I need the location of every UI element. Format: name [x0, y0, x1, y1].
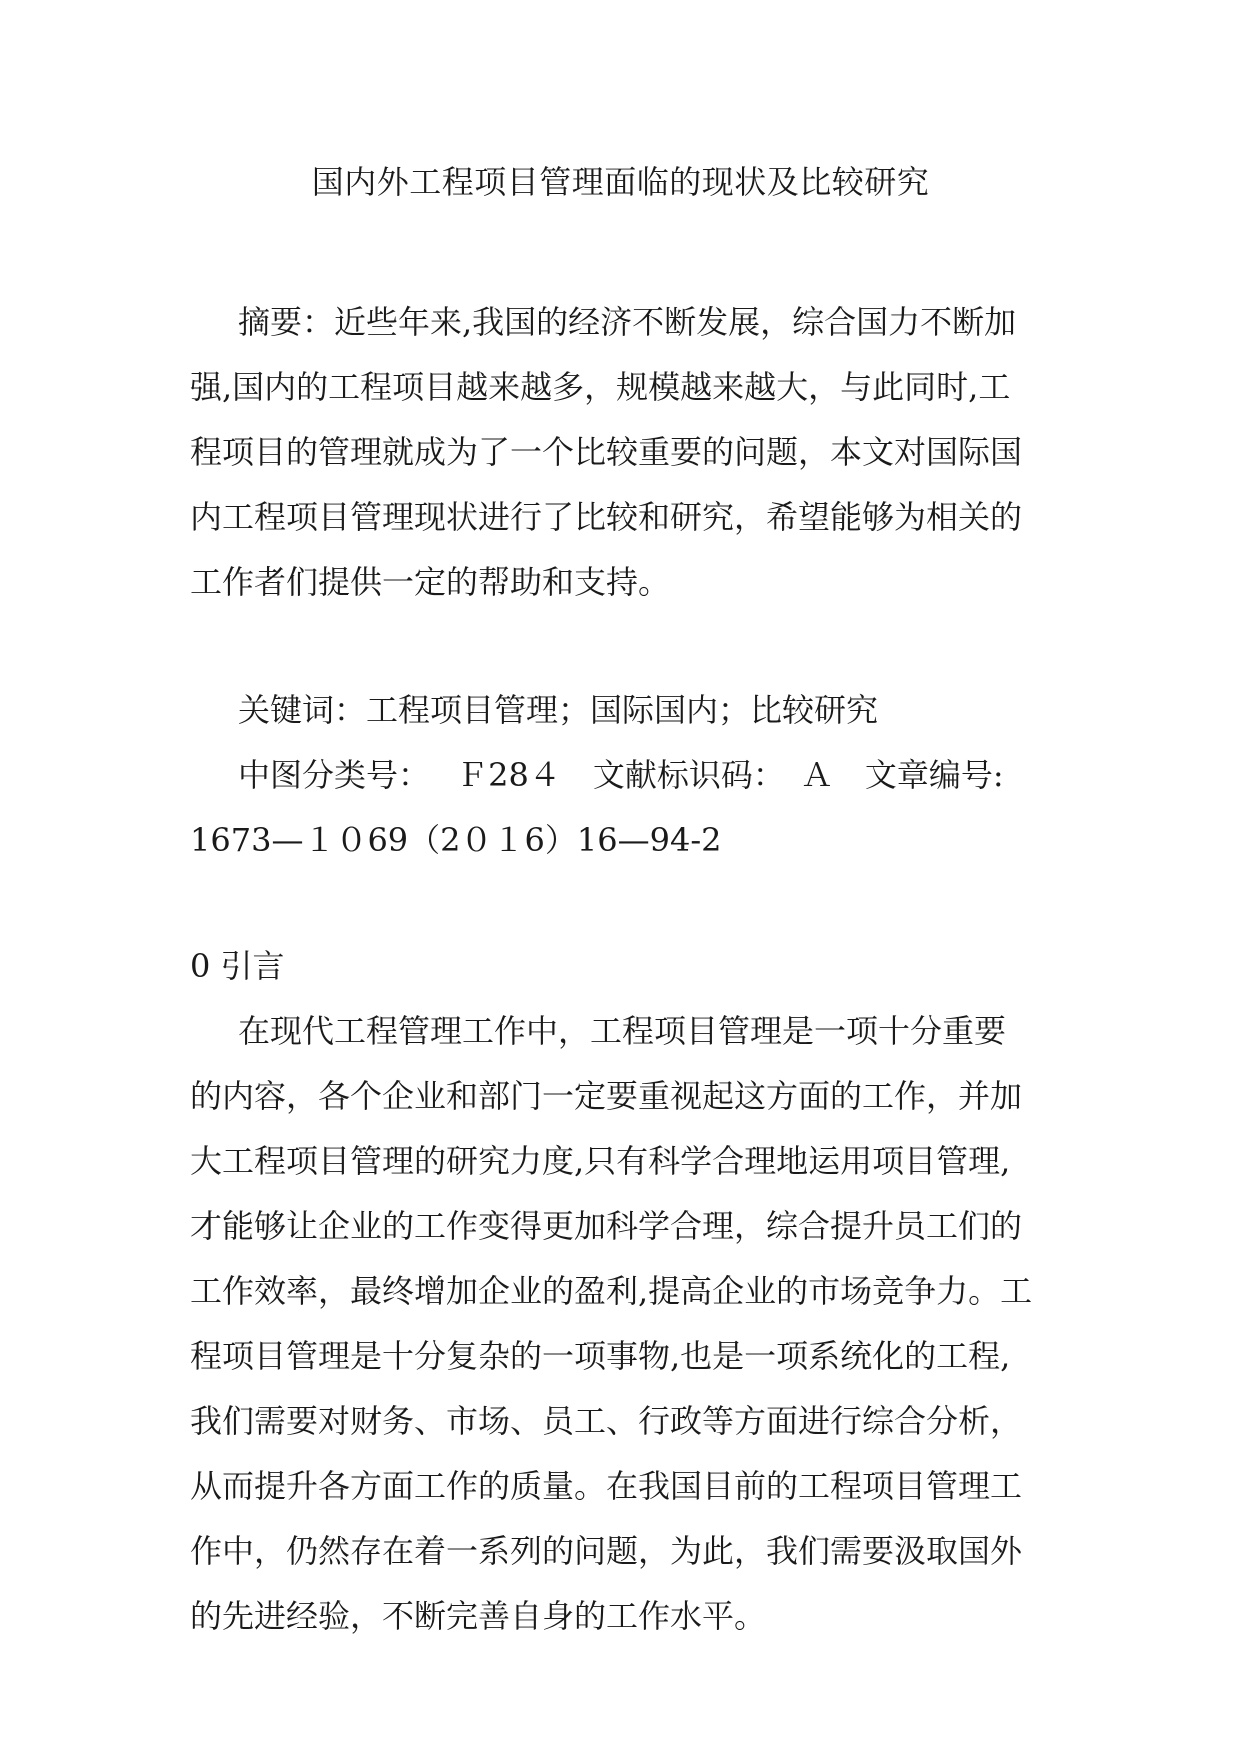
introduction-section [190, 934, 1060, 1649]
intro-line: 程项目管理是十分复杂的一项事物,也是一项系统化的工程, [190, 1337, 1011, 1375]
intro-line: 才能够让企业的工作变得更加科学合理，综合提升员工们的 [190, 1207, 1023, 1245]
keywords-line: 关键词：工程项目管理；国际国内；比较研究 [238, 691, 879, 729]
intro-line: 从而提升各方面工作的质量。在我国目前的工程项目管理工 [190, 1467, 1023, 1505]
abstract [190, 290, 1060, 615]
intro-line: 大工程项目管理的研究力度,只有科学合理地运用项目管理, [190, 1142, 1011, 1180]
abstract-line: 摘要：近些年来,我国的经济不断发展，综合国力不断加 [238, 303, 1017, 341]
intro-line: 工作效率，最终增加企业的盈利,提高企业的市场竞争力。工 [190, 1272, 1033, 1310]
abstract-line: 工作者们提供一定的帮助和支持。 [190, 563, 671, 601]
article-number-line: 1673—１０69（2０１6）16—94-2 [190, 821, 722, 859]
paper-title: 国内外工程项目管理面临的现状及比较研究 [311, 163, 930, 201]
abstract-line: 强,国内的工程项目越来越多，规模越来越大，与此同时,工 [190, 368, 1011, 406]
intro-line: 作中，仍然存在着一系列的问题，为此，我们需要汲取国外 [190, 1532, 1023, 1570]
intro-line: 的先进经验，不断完善自身的工作水平。 [190, 1597, 767, 1635]
section-heading: 0 引言 [190, 947, 285, 985]
classification-line: 中图分类号： Ｆ28４ 文献标识码： Ａ 文章编号: [238, 756, 1004, 794]
intro-line: 我们需要对财务、市场、员工、行政等方面进行综合分析， [190, 1402, 1023, 1440]
intro-line: 的内容，各个企业和部门一定要重视起这方面的工作，并加 [190, 1077, 1023, 1115]
abstract-line: 内工程项目管理现状进行了比较和研究，希望能够为相关的 [190, 498, 1023, 536]
abstract-line: 程项目的管理就成为了一个比较重要的问题，本文对国际国 [190, 433, 1023, 471]
intro-line: 在现代工程管理工作中，工程项目管理是一项十分重要 [238, 1012, 1007, 1050]
metadata-block [190, 678, 1060, 873]
